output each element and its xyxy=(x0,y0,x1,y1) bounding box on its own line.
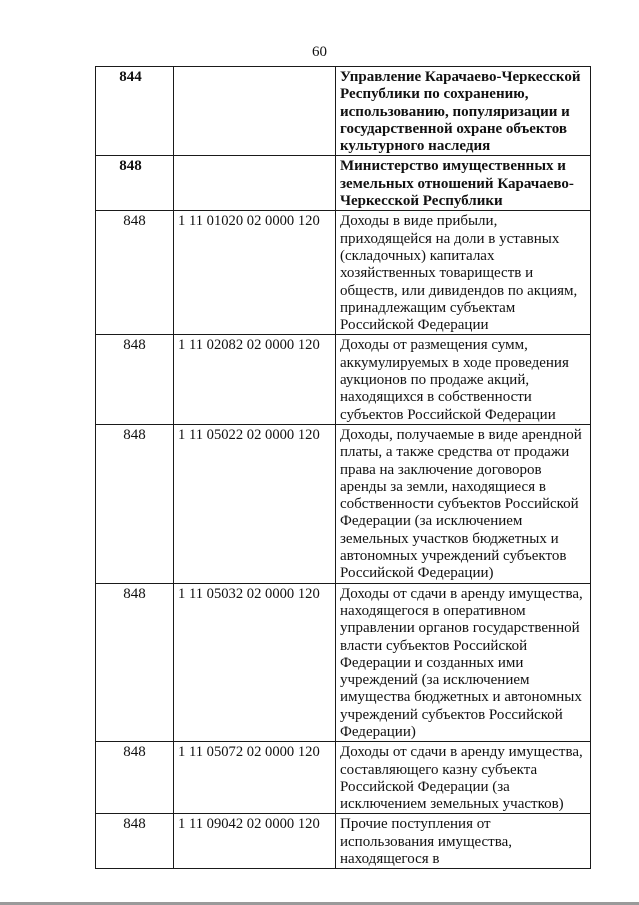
description-cell: Доходы от сдачи в аренду имущества, находящегося в оперативном управлении органов государственной власти субъектов Российской Федерации и созданных ими учреждений (за исключением имущества бюджетных и автономных учреждений субъектов Российской Федерации) xyxy=(336,583,591,742)
revenue-codes-table xyxy=(95,66,591,869)
description-cell: Министерство имущественных и земельных отношений Карачаево-Черкесской Республики xyxy=(336,156,591,211)
admin-code-cell: 848 xyxy=(96,424,174,583)
admin-code-cell: 848 xyxy=(96,156,174,211)
table-row xyxy=(96,583,591,742)
admin-code-cell: 848 xyxy=(96,211,174,335)
admin-code-cell: 848 xyxy=(96,742,174,814)
table-row xyxy=(96,156,591,211)
revenue-code-cell: 1 11 05032 02 0000 120 xyxy=(174,583,336,742)
revenue-code-cell: 1 11 09042 02 0000 120 xyxy=(174,814,336,869)
description-cell: Доходы в виде прибыли, приходящейся на доли в уставных (складочных) капиталах хозяйственных товариществ и обществ, или дивидендов по акциям, принадлежащим субъектам Российской Федерации xyxy=(336,211,591,335)
admin-code-cell: 848 xyxy=(96,814,174,869)
table-row xyxy=(96,424,591,583)
description-cell: Доходы от сдачи в аренду имущества, составляющего казну субъекта Российской Федерации (за исключением земельных участков) xyxy=(336,742,591,814)
table-row xyxy=(96,211,591,335)
description-cell: Доходы от размещения сумм, аккумулируемых в ходе проведения аукционов по продаже акций, находящихся в собственности субъектов Российской Федерации xyxy=(336,335,591,424)
revenue-code-cell: 1 11 02082 02 0000 120 xyxy=(174,335,336,424)
table-row xyxy=(96,335,591,424)
description-cell: Доходы, получаемые в виде арендной платы, а также средства от продажи права на заключение договоров аренды за земли, находящиеся в собственности субъектов Российской Федерации (за исключением земельных участков бюджетных и автономных учреждений субъектов Российской Федерации) xyxy=(336,424,591,583)
revenue-code-cell: 1 11 05022 02 0000 120 xyxy=(174,424,336,583)
page-number: 60 xyxy=(312,44,327,60)
description-cell: Управление Карачаево-Черкесской Республики по сохранению, использованию, популяризации и государственной охране объектов культурного наследия xyxy=(336,67,591,156)
table-row xyxy=(96,67,591,156)
description-cell: Прочие поступления от использования имущества, находящегося в xyxy=(336,814,591,869)
admin-code-cell: 844 xyxy=(96,67,174,156)
revenue-code-cell: 1 11 05072 02 0000 120 xyxy=(174,742,336,814)
admin-code-cell: 848 xyxy=(96,583,174,742)
admin-code-cell: 848 xyxy=(96,335,174,424)
revenue-code-cell xyxy=(174,67,336,156)
revenue-code-cell: 1 11 01020 02 0000 120 xyxy=(174,211,336,335)
table-row xyxy=(96,814,591,869)
revenue-code-cell xyxy=(174,156,336,211)
table-row xyxy=(96,742,591,814)
